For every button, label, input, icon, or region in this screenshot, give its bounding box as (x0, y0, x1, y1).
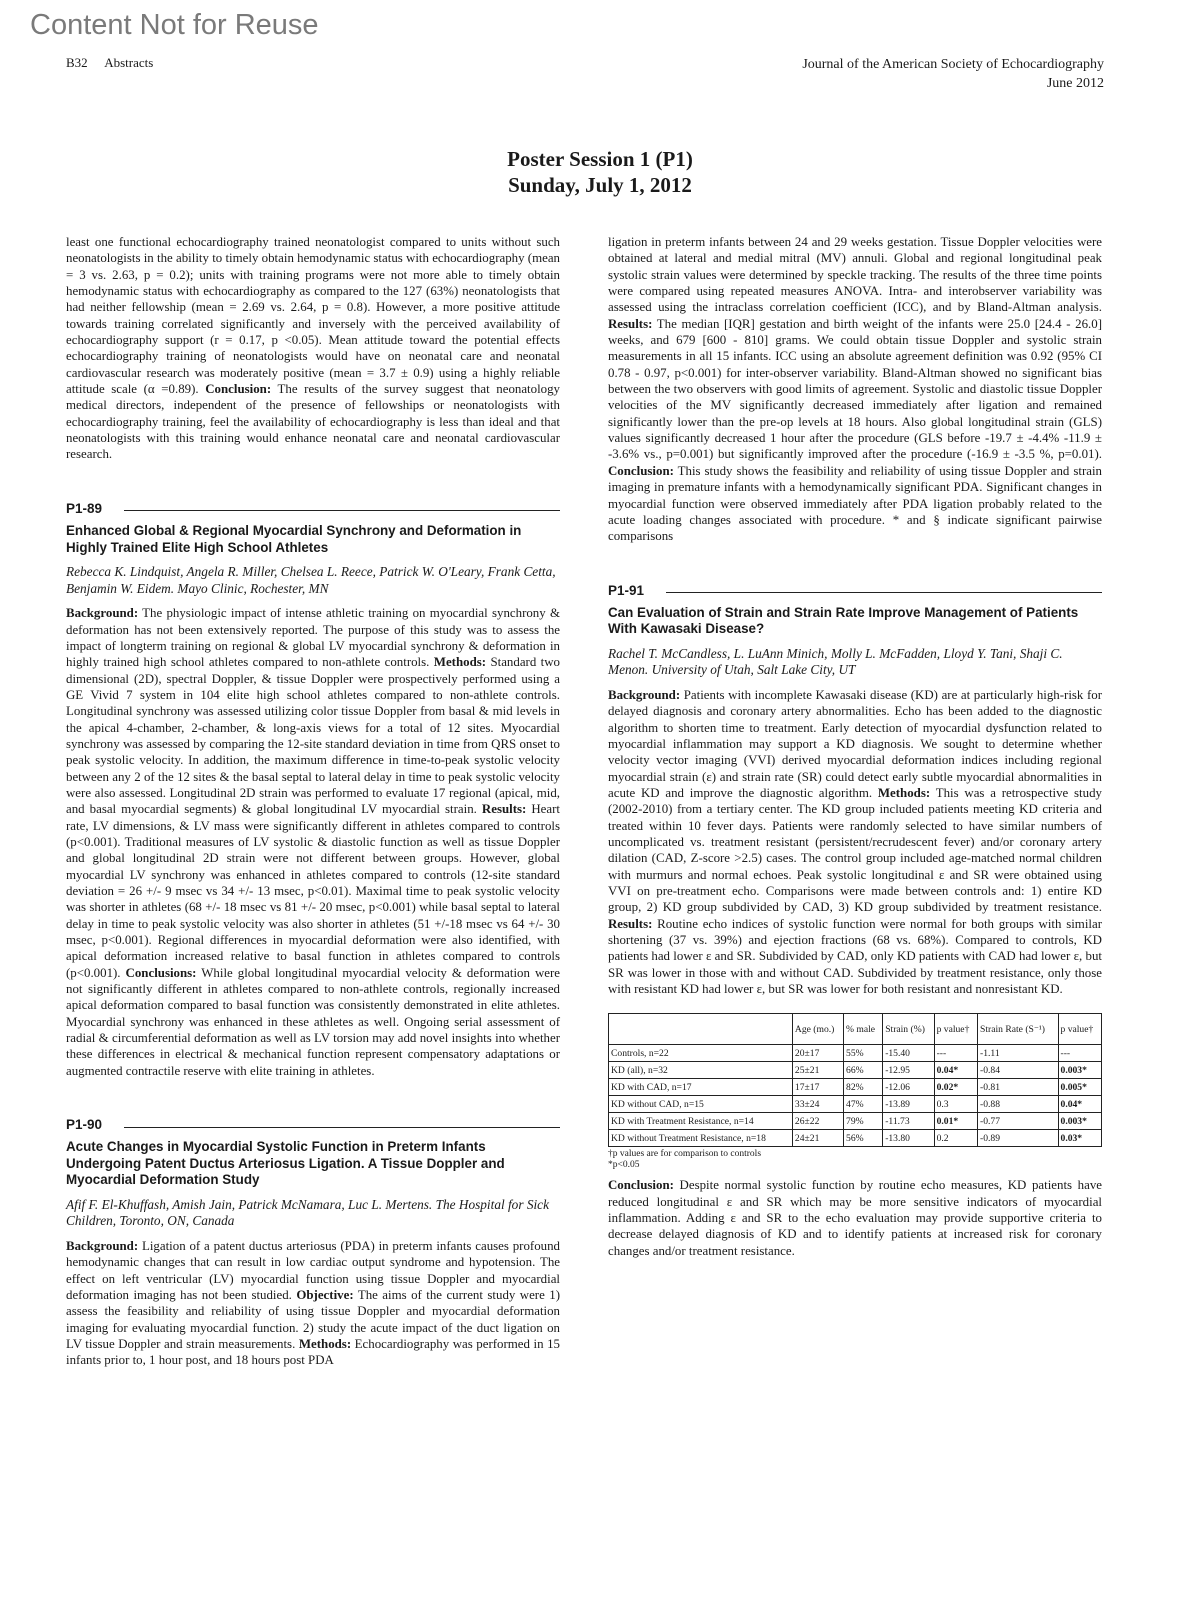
table-cell: 20±17 (792, 1045, 843, 1062)
table-row (609, 1130, 1102, 1147)
section-label: Conclusion: (608, 1178, 674, 1193)
session-date: Sunday, July 1, 2012 (508, 173, 692, 197)
table-row (609, 1079, 1102, 1096)
body-text: The median [IQR] gestation and birth weight of the infants were 25.0 [24.4 - 26.0] weeks, and 679 [600 - 810] grams. We could obtain tissue Doppler and systolic strain measurements in all 15 infants. ICC using an absolute agreement definition was 0.92 (95% CI 0.78 - 0.97, p<0.001) for inter-observer variability. Bland-Altman showed no significant bias between the two observers with good limits of agreement. Systolic and diastolic tissue Doppler velocities of the MV significantly decreased immediately after ligation and remained significantly lower than the pre-op levels at 18 hours. Also global longitudinal strain (GLS) values significantly decreased 1 hour after the procedure (GLS before -19.7 ± -4.4% -11.9 ± -3.6% vs., p=0.001) but significantly improved after the procedure (-16.9 ± -3.5 %, p=0.01). (608, 316, 1102, 462)
page-number: B32 (66, 55, 88, 70)
table-cell: -11.73 (883, 1113, 934, 1130)
divider (124, 1127, 560, 1128)
table-cell: 0.003* (1058, 1113, 1101, 1130)
section-label: Conclusion: (608, 463, 674, 478)
body-text: Patients with incomplete Kawasaki disease (KD) are at particularly high-risk for delayed diagnosis and coronary artery abnormalities. Echo has been added to the diagnostic algorithm to shorten time to treatment. Early detection of myocardial dysfunction related to myocardial inflammation may support a KD diagnosis. We sought to determine whether velocity vector imaging (VVI) derived myocardial deformation indices including regional myocardial strain (ε) and strain rate (SR) could detect early subtle myocardial abnormalities in acute KD and improve the diagnostic algorithm. (608, 687, 1102, 800)
section-label: Results: (608, 316, 653, 331)
abstract-header-p1-90 (66, 1117, 560, 1133)
abstract-body (66, 605, 560, 1079)
table-cell: 56% (844, 1130, 883, 1147)
abstract-id: P1-91 (608, 582, 645, 598)
table-cell: 0.003* (1058, 1062, 1101, 1079)
table-header-row (609, 1014, 1102, 1045)
table-cell: 0.02* (934, 1079, 977, 1096)
table-cell: 0.04* (934, 1062, 977, 1079)
table-cell: 33±24 (792, 1096, 843, 1113)
divider (124, 510, 560, 511)
table-cell: KD (all), n=32 (609, 1062, 793, 1079)
watermark: Content Not for Reuse (30, 9, 319, 41)
section-name: Abstracts (104, 55, 154, 70)
table-cell: -0.81 (978, 1079, 1058, 1096)
table-row (609, 1096, 1102, 1113)
body-text: Standard two dimensional (2D), spectral Doppler, & tissue Doppler were prospectively performed using a GE Vivid 7 system in 104 elite high school athletes compared to non-athlete controls. Longitudinal synchrony was assessed utilizing color tissue Doppler from basal & mid levels in the apical 4-chamber, 2-chamber, & long-axis views for a total of 12 sites. Myocardial synchrony was assessed by comparing the 12-site standard deviation in time from QRS onset to peak systolic velocity. In addition, the maximum difference in time-to-peak systolic velocity between any 2 of the 12 sites & the basal septal to lateral delay in time to peak systolic velocity were also assessed. Longitudinal 2D strain was performed to evaluate 17 regional (apical, mid, and basal myocardial segments) & global longitudinal LV myocardial strain. (66, 655, 561, 817)
abstract-body-continued (608, 234, 1102, 545)
column-header: Strain Rate (S⁻¹) (978, 1014, 1058, 1045)
table-row (609, 1113, 1102, 1130)
left-column (66, 234, 560, 1369)
section-label: Results: (481, 802, 527, 817)
section-label: Conclusion: (205, 382, 272, 397)
section-label: Background: (66, 606, 139, 621)
session-title: Poster Session 1 (P1) (507, 147, 693, 171)
abstract-authors: Afif F. El-Khuffash, Amish Jain, Patrick McNamara, Luc L. Mertens. The Hospital for Sick Children, Toronto, ON, Canada (66, 1196, 549, 1229)
table-cell: -0.89 (978, 1130, 1058, 1147)
table-cell: -13.80 (883, 1130, 934, 1147)
table-cell: KD with Treatment Resistance, n=14 (609, 1113, 793, 1130)
body-text: Heart rate, LV dimensions, & LV mass were significantly different in athletes compared to controls (p<0.001). Traditional measures of LV systolic & diastolic function as well as tissue Doppler and global longitudinal 2D strain were not different between groups. However, global myocardial LV synchrony was enhanced in athletes compared to controls (12-site standard deviation = 26 +/- 9 msec vs 34 +/- 13 msec, p<0.01). Maximal time to peak systolic velocity was shorter in athletes (68 +/- 18 msec vs 81 +/- 20 msec, p<0.001) while basal septal to lateral delay in time to peak systolic velocity was also shorter in athletes (51 +/-18 msec vs 64 +/- 30 msec, p<0.001). Regional differences in myocardial deformation were also identified, with apical deformation increased relative to basal function in athletes compared to controls (p<0.001). (66, 802, 560, 980)
body-text: This study shows the feasibility and reliability of using tissue Doppler and strain imaging in premature infants with a hemodynamically significant PDA. Significant changes in myocardial function were observed immediately after PDA ligation probably related to the acute loading changes associated with procedure. * and § indicate significant pairwise comparisons (608, 463, 1102, 544)
table-cell: 79% (844, 1113, 883, 1130)
body-text: Ligation of a patent ductus arteriosus (PDA) in preterm infants causes profound hemodynamic changes that can result in low cardiac output syndrome and hypotension. The effect on left ventricular (LV) myocardial function using tissue Doppler and myocardial deformation imaging has not been studied. (66, 1238, 560, 1302)
body-text: ligation in preterm infants between 24 and 29 weeks gestation. Tissue Doppler velocities were obtained at lateral and medial mitral (MV) annuli. Global and regional longitudinal peak systolic strain values were determined by speckle tracking. The results of the three time points were compared using repeated measures ANOVA. Intra- and interobserver variability was assessed using the intraclass correlation coefficient (ICC), and by Bland-Altman analysis. (608, 235, 1102, 315)
table-cell: 0.3 (934, 1096, 977, 1113)
table-footnotes (608, 1149, 1102, 1171)
table-row (609, 1062, 1102, 1079)
column-header: Strain (%) (883, 1014, 934, 1045)
right-column (608, 234, 1102, 1259)
body-text: The results of the survey suggest that neonatology medical directors, independent of the presence of fellowships or neonatologists with echocardiography training, feel the availability of echocardiography is less than ideal and that neonatologists with this training would enhance neonatal care and neonatal cardiovascular research. (66, 382, 561, 462)
section-label: Objective: (296, 1288, 354, 1302)
body-text: The physiologic impact of intense athletic training on myocardial synchrony & deformation has not been extensively reported. The purpose of this study was to assess the impact of longterm training on regional & global LV myocardial synchrony & deformation in highly trained high school athletes compared to non-athlete controls. (66, 606, 560, 670)
body-text: While global longitudinal myocardial velocity & deformation were not significantly different in athletes compared to non-athlete controls, regionally increased apical deformation compared to basal function was consistently demonstrated in elite athletes. Myocardial synchrony was enhanced in these athletes as well. Ongoing serial assessment of radial & circumferential deformation as well as LV torsion may add novel insights into whether these differences in electrical & mechanical function represent compensatory adaptations or augmented contractile reserve with elite training in athletes. (66, 965, 560, 1078)
table-cell: 0.2 (934, 1130, 977, 1147)
body-text: least one functional echocardiography trained neonatologist compared to units without such neonatologists in the ability to timely obtain hemodynamic status with echocardiography (mean = 3 vs. 2.63, p = 0.2); units with training programs were not more able to timely obtain hemodynamic status with echocardiography as compared to the 127 (63%) neonatologists that had neither fellowship (mean = 2.69 vs. 2.64, p = 0.8). However, a more positive attitude towards training correlated significantly and inversely with the perceived availability of echocardiography support (r = 0.17, p <0.05). Mean attitude toward the potential effects echocardiography training of neonatologists would have on neonatal care and neonatal cardiovascular research was moderately positive (mean = 3.7 ± 0.9) using a highly reliable attitude scale (α =0.89). (66, 235, 560, 397)
issue-date: June 2012 (1046, 76, 1104, 91)
running-header-left (66, 55, 167, 71)
section-label: Results: (608, 916, 653, 931)
table-cell: -13.89 (883, 1096, 934, 1113)
section-label: Methods: (433, 655, 487, 670)
table-cell: 24±21 (792, 1130, 843, 1147)
footnote: *p<0.05 (608, 1160, 640, 1171)
column-header: p value† (934, 1014, 977, 1045)
journal-name: Journal of the American Society of Echocardiography (802, 57, 1104, 72)
table-cell: -12.06 (883, 1079, 934, 1096)
section-label: Methods: (298, 1337, 352, 1352)
body-text: Echocardiography was performed in 15 infants prior to, 1 hour post, and 18 hours post PDA (66, 1337, 560, 1368)
table-cell: 66% (844, 1062, 883, 1079)
session-heading (0, 146, 1200, 198)
section-label: Background: (66, 1238, 139, 1253)
table-cell: -0.77 (978, 1113, 1058, 1130)
table-cell: 26±22 (792, 1113, 843, 1130)
table-cell: -15.40 (883, 1045, 934, 1062)
table-cell: 55% (844, 1045, 883, 1062)
table-cell: 25±21 (792, 1062, 843, 1079)
abstract-header-p1-89 (66, 501, 560, 517)
running-header-right (802, 55, 1104, 93)
column-header (609, 1014, 793, 1045)
abstract-title: Enhanced Global & Regional Myocardial Synchrony and Deformation in Highly Trained Elite High School Athletes (66, 523, 522, 555)
table-cell: Controls, n=22 (609, 1045, 793, 1062)
conclusion-paragraph (608, 1177, 1102, 1259)
abstract-body (66, 1238, 560, 1369)
column-header: % male (844, 1014, 883, 1045)
divider (666, 592, 1102, 593)
table-cell: 17±17 (792, 1079, 843, 1096)
table-cell: KD without CAD, n=15 (609, 1096, 793, 1113)
column-header: p value† (1058, 1014, 1101, 1045)
table-cell: --- (1058, 1045, 1101, 1062)
abstract-id: P1-90 (66, 1117, 103, 1133)
abstract-authors: Rebecca K. Lindquist, Angela R. Miller, Chelsea L. Reece, Patrick W. O'Leary, Frank Cetta, Benjamin W. Eidem. Mayo Clinic, Rochester, MN (66, 564, 556, 596)
results-table (608, 1013, 1102, 1147)
table-cell: -0.88 (978, 1096, 1058, 1113)
table-cell: -1.11 (978, 1045, 1058, 1062)
table-cell: KD with CAD, n=17 (609, 1079, 793, 1096)
body-text: The aims of the current study were 1) assess the feasibility and reliability of using tissue Doppler and myocardial deformation imaging for evaluating myocardial function. 2) study the acute impact of the duct ligation on LV tissue Doppler and strain measurements. (66, 1288, 560, 1352)
abstract-body (608, 687, 1102, 998)
section-label: Methods: (877, 785, 931, 800)
table-cell: 47% (844, 1096, 883, 1113)
table-cell: 82% (844, 1079, 883, 1096)
column-header: Age (mo.) (792, 1014, 843, 1045)
table-cell: 0.005* (1058, 1079, 1101, 1096)
table-row (609, 1045, 1102, 1062)
table-cell: KD without Treatment Resistance, n=18 (609, 1130, 793, 1147)
abstract-header-p1-91 (608, 583, 1102, 599)
section-label: Conclusions: (125, 965, 197, 980)
abstract-id: P1-89 (66, 500, 103, 516)
table-cell: 0.01* (934, 1113, 977, 1130)
section-label: Background: (608, 687, 681, 702)
table-body (609, 1045, 1102, 1147)
table-cell: -12.95 (883, 1062, 934, 1079)
abstract-authors: Rachel T. McCandless, L. LuAnn Minich, Molly L. McFadden, Lloyd Y. Tani, Shaji C. Menon. University of Utah, Salt Lake City, UT (608, 645, 1063, 678)
body-text: Routine echo indices of systolic function were normal for both groups with similar shortening (37 vs. 39%) and ejection fractions (68 vs. 68%). Compared to controls, KD patients had lower ε and SR. Subdivided by CAD, only KD patients with CAD had lower ε, but SR was lower in those with and without CAD. Subdivided by treatment resistance, only those with resistant KD had lower ε, but SR was lower for both resistant and nonresistant KD. (608, 916, 1102, 997)
intro-paragraph (66, 234, 560, 463)
table-cell: 0.03* (1058, 1130, 1101, 1147)
table-cell: -0.84 (978, 1062, 1058, 1079)
body-text: Despite normal systolic function by routine echo measures, KD patients have reduced longitudinal ε and SR which may be more sensitive indicators of myocardial inflammation. Adding ε and SR to the echo evaluation may provide supportive criteria to decrease delayed diagnosis of KD and to identify patients at increased risk for coronary changes and/or treatment resistance. (608, 1178, 1102, 1258)
footnote: †p values are for comparison to controls (608, 1149, 762, 1160)
table-cell: 0.04* (1058, 1096, 1101, 1113)
abstract-title: Acute Changes in Myocardial Systolic Function in Preterm Infants Undergoing Patent Ductus Arteriosus Ligation. A Tissue Doppler and Myocardial Deformation Study (66, 1139, 505, 1188)
table-cell: --- (934, 1045, 977, 1062)
body-text: This was a retrospective study (2002-2010) from a tertiary center. The KD group included patients meeting KD criteria and treated within 10 fever days. Patients were randomly selected to have similar numbers of uncomplicated vs. treatment resistant (persistent/recrudescent fever) and/or coronary artery dilation (CAD, Z-score >2.5) cases. The control group included age-matched normal children with murmurs and normal echoes. Peak systolic longitudinal ε and SR were obtained using VVI on pre-treatment echo. Comparisons were made between controls and: 1) entire KD group, 2) KD group subdivided by CAD, 3) KD group subdivided by treatment resistance. (608, 785, 1102, 915)
abstract-title: Can Evaluation of Strain and Strain Rate Improve Management of Patients With Kawasaki Disease? (608, 604, 1079, 637)
